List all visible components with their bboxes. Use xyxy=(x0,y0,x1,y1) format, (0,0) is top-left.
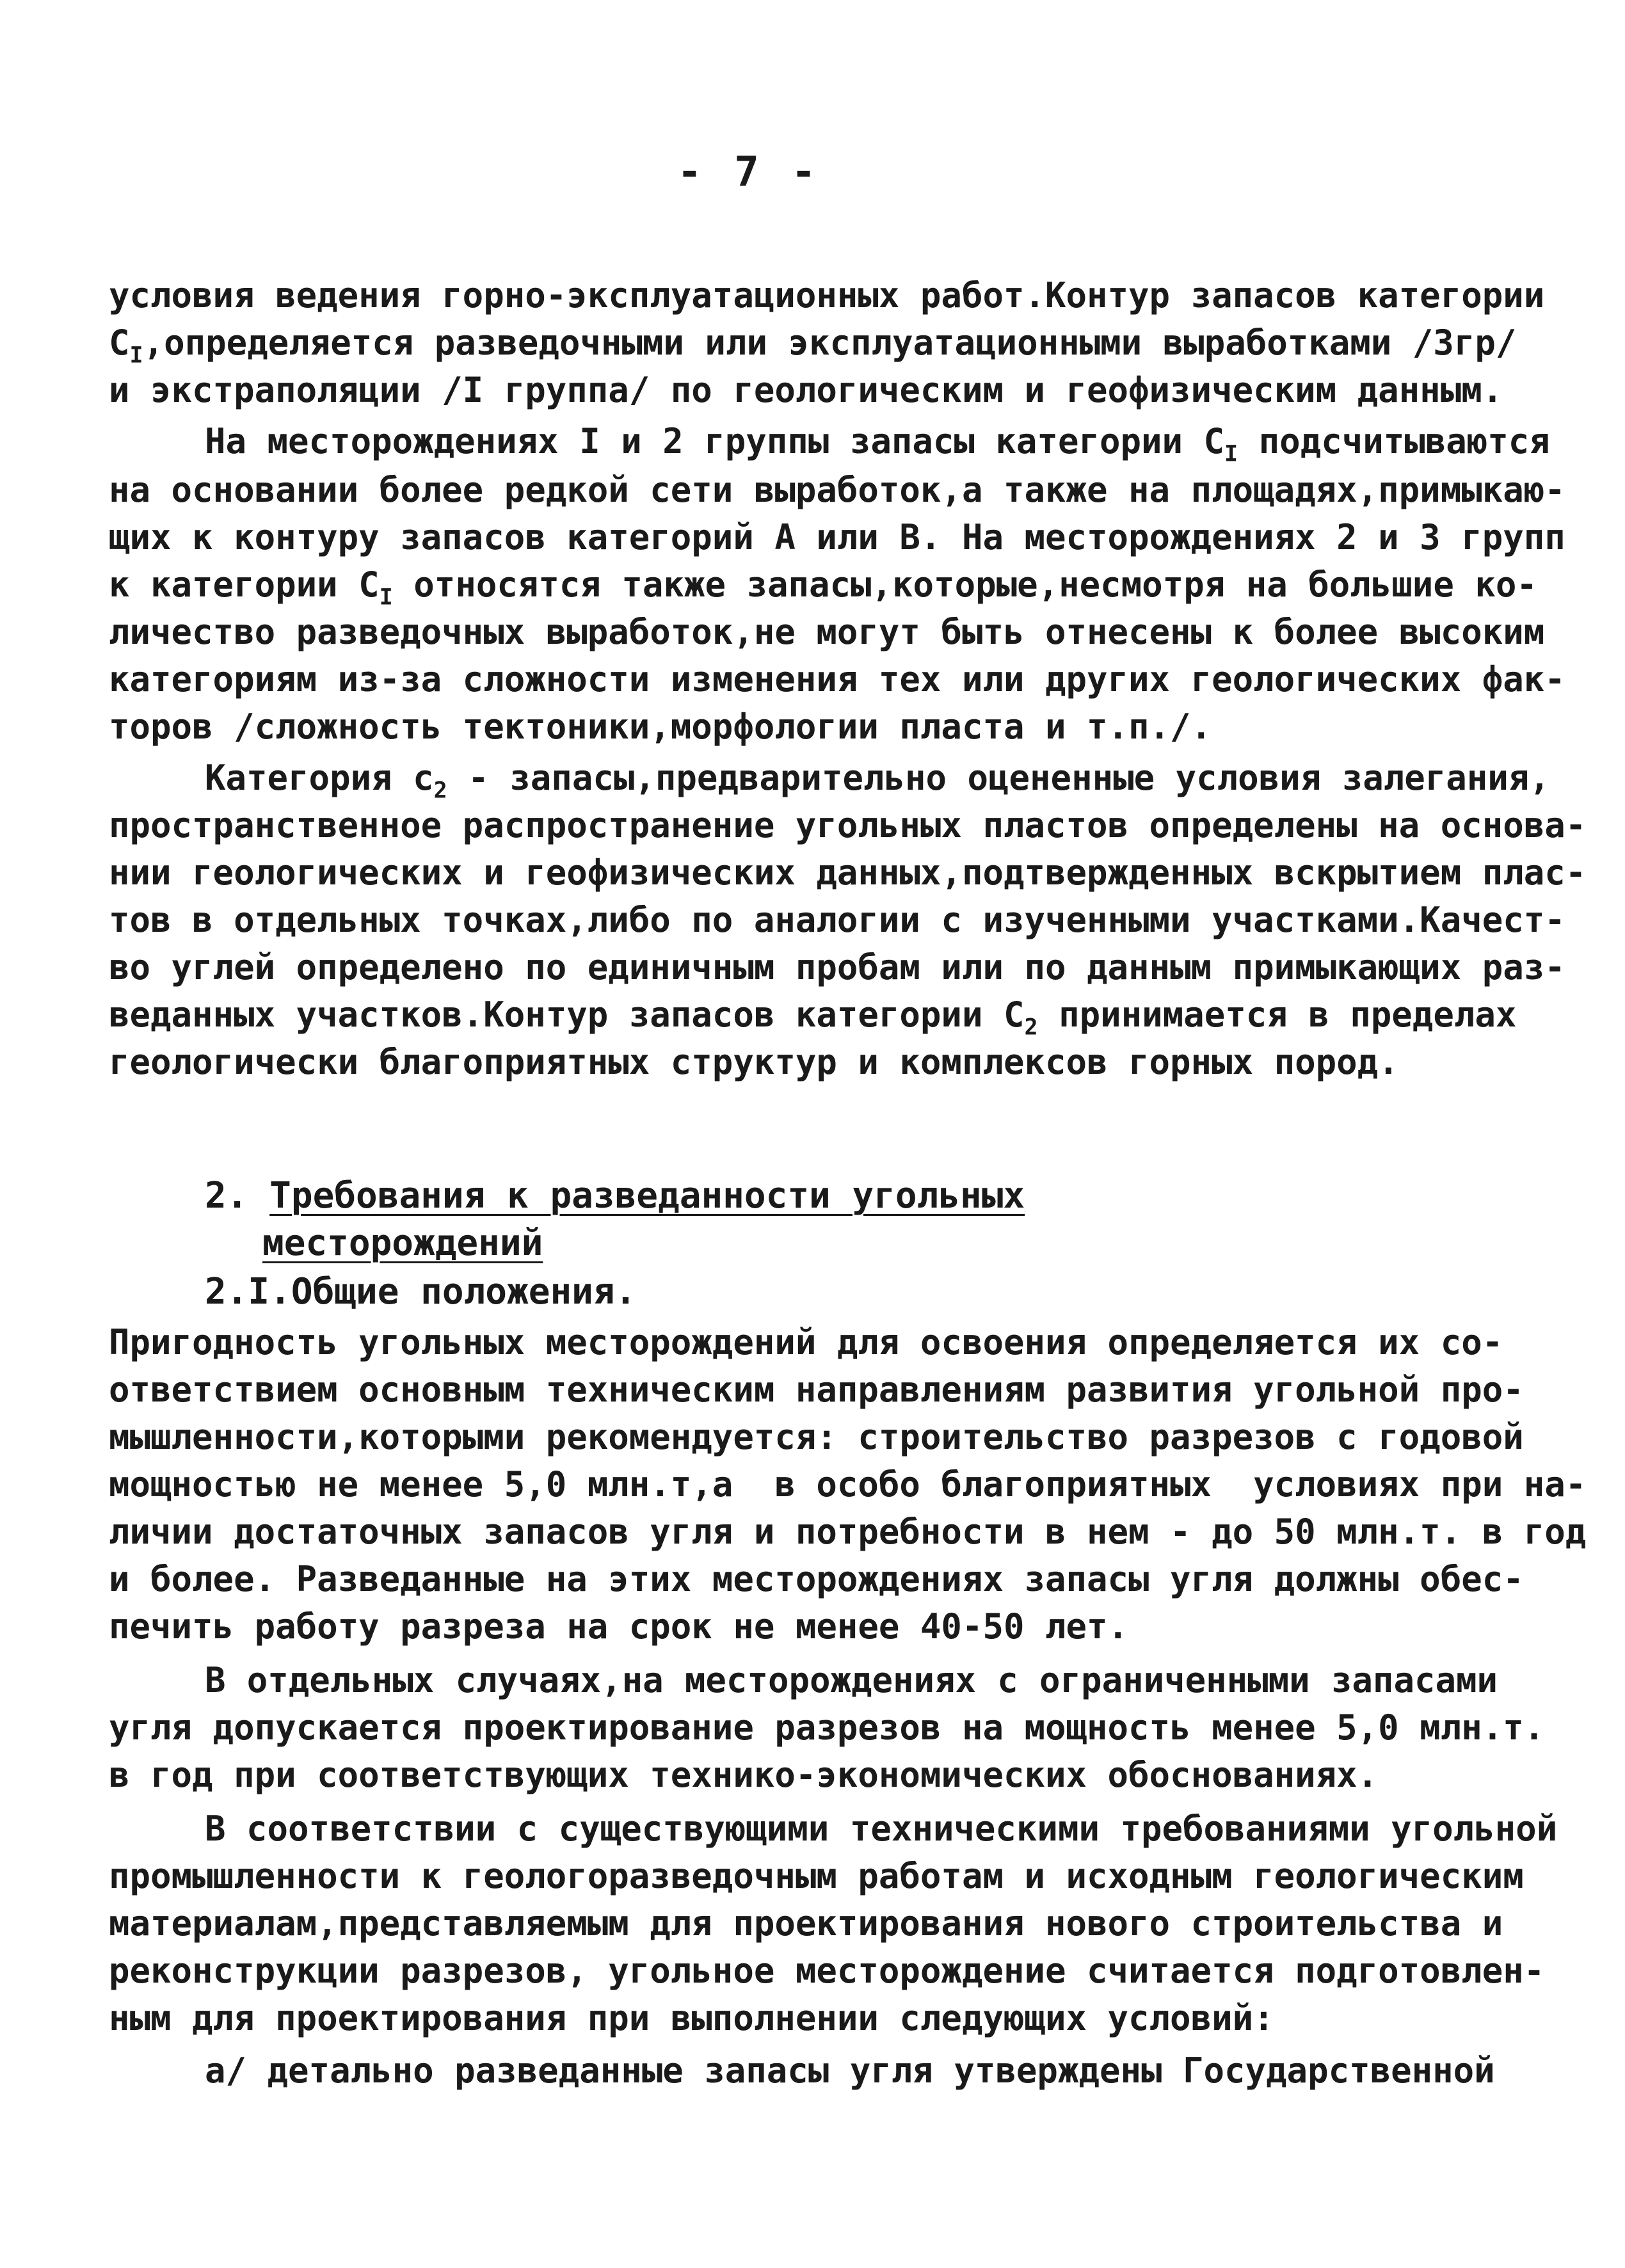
text-line: во углей определено по единичным пробам или по данным примыкающих раз- xyxy=(109,947,1565,987)
category-label: С xyxy=(1203,421,1225,461)
section-title-line-1: Требования к разведанности угольных xyxy=(269,1175,1025,1217)
text-line: мышленности,которыми рекомендуется: строительство разрезов с годовой xyxy=(109,1417,1524,1457)
text-line: печить работу разреза на срок не менее 40-50 лет. xyxy=(109,1606,1129,1647)
text-line: в год при соответствующих технико-экономических обоснованиях. xyxy=(109,1755,1379,1795)
category-subscript: I xyxy=(1224,440,1238,467)
text-line: пространственное распространение угольных пластов определены на основа- xyxy=(109,805,1587,845)
text-fragment: - запасы,предварительно оцененные условия залегания, xyxy=(447,758,1550,798)
section-heading xyxy=(205,1176,1025,1216)
section-number: 2. xyxy=(205,1175,248,1217)
text-line: ным для проектирования при выполнении следующих условий: xyxy=(109,1998,1274,2038)
text-line: угля допускается проектирование разрезов на мощность менее 5,0 млн.т. xyxy=(109,1707,1545,1748)
text-fragment: Категория xyxy=(205,758,413,798)
text-fragment: веданных участков.Контур запасов категории xyxy=(109,994,1004,1035)
text-line: щих к контуру запасов категорий А или В. На месторождениях 2 и 3 групп xyxy=(109,517,1565,557)
text-line xyxy=(109,564,1537,611)
text-line: и экстраполяции /I группа/ по геологическим и геофизическим данным. xyxy=(109,370,1503,410)
subsection-heading: 2.I.Общие положения. xyxy=(205,1271,637,1313)
text-fragment: к категории xyxy=(109,564,359,605)
text-fragment: На месторождениях I и 2 группы запасы категории xyxy=(205,421,1204,461)
text-fragment: подсчитываются xyxy=(1238,421,1550,461)
category-subscript: I xyxy=(129,342,143,369)
text-line: торов /сложность тектоники,морфологии пласта и т.п./. xyxy=(109,707,1212,747)
section-title-line-2: месторождений xyxy=(262,1222,543,1264)
text-line: условия ведения горно-эксплуатационных работ.Контур запасов категории xyxy=(109,275,1545,315)
text-line: материалам,представляемым для проектирования нового строительства и xyxy=(109,1903,1503,1944)
text-line: мощностью не менее 5,0 млн.т,а в особо благоприятных условиях при на- xyxy=(109,1464,1587,1505)
text-fragment: принимается в пределах xyxy=(1037,994,1517,1035)
text-line: и более. Разведанные на этих месторождениях запасы угля должны обес- xyxy=(109,1559,1524,1599)
category-label: с xyxy=(413,758,434,798)
text-line: реконструкции разрезов, угольное месторождение считается подготовлен- xyxy=(109,1951,1545,1991)
category-subscript: I xyxy=(379,584,393,611)
text-line: а/ детально разведанные запасы угля утверждены Государственной xyxy=(205,2050,1495,2091)
text-line xyxy=(205,421,1550,467)
text-fragment: ,определяется разведочными или эксплуатационными выработками /3гр/ xyxy=(143,323,1517,363)
text-line: категориям из-за сложности изменения тех или других геологических фак- xyxy=(109,659,1565,699)
text-line: геологически благоприятных структур и комплексов горных пород. xyxy=(109,1042,1399,1082)
text-line: Пригодность угольных месторождений для освоения определяется их со- xyxy=(109,1322,1503,1362)
text-line: на основании более редкой сети выработок,а также на площадях,примыкаю- xyxy=(109,470,1565,510)
text-line: промышленности к геологоразведочным работам и исходным геологическим xyxy=(109,1856,1524,1896)
category-label: С xyxy=(109,323,130,363)
text-line: тов в отдельных точках,либо по аналогии с изученными участками.Качест- xyxy=(109,900,1565,940)
category-label: С xyxy=(358,564,380,605)
text-line: личество разведочных выработок,не могут быть отнесены к более высоким xyxy=(109,612,1545,652)
text-line: нии геологических и геофизических данных,подтвержденных вскрытием плас- xyxy=(109,852,1587,893)
text-line xyxy=(205,758,1550,804)
category-subscript: 2 xyxy=(433,777,447,804)
text-fragment: относятся также запасы,которые,несмотря на большие ко- xyxy=(392,564,1537,605)
section-heading-cont xyxy=(262,1224,543,1263)
category-label: С xyxy=(1003,994,1025,1035)
text-line xyxy=(109,323,1517,369)
text-line: личии достаточных запасов угля и потребности в нем - до 50 млн.т. в год xyxy=(109,1512,1587,1552)
text-line: В соответствии с существующими техническими требованиями угольной xyxy=(205,1809,1558,1849)
page-number: - 7 - xyxy=(677,148,820,196)
text-line: ответствием основным техническим направлениям развития угольной про- xyxy=(109,1370,1524,1410)
category-subscript: 2 xyxy=(1024,1014,1038,1041)
text-line: В отдельных случаях,на месторождениях с ограниченными запасами xyxy=(205,1660,1498,1700)
text-line xyxy=(109,994,1517,1041)
